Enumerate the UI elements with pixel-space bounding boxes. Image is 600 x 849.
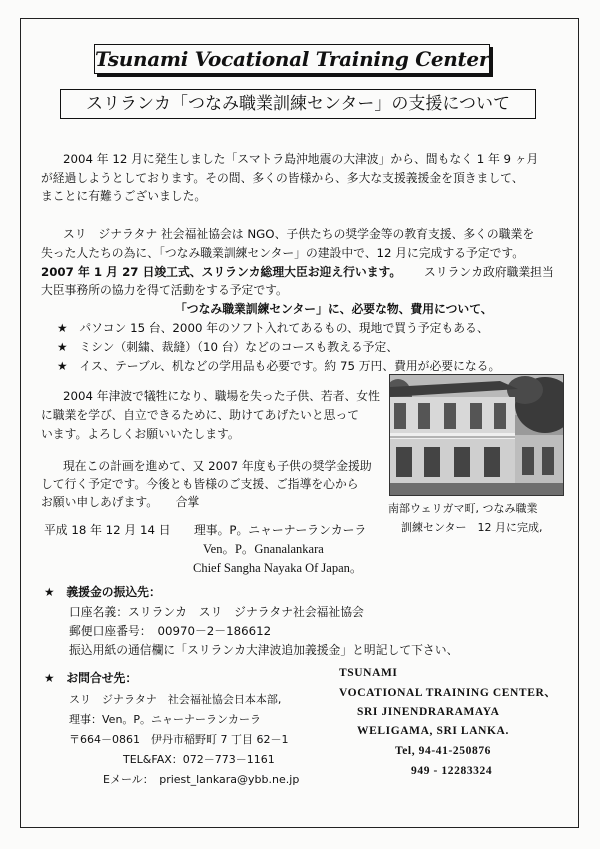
building-image — [390, 375, 564, 496]
contact-email: Eメール： priest_lankara@ybb.ne.jp — [103, 773, 300, 786]
paragraph1-line3: まことに有難うございました。 — [41, 189, 207, 203]
paragraph1-line2: が経過しようとしております。その間、多くの皆様から、多大な支援義援金を頂きまして、 — [41, 171, 524, 185]
contact-org: スリ ジナラタナ 社会福祉協会日本本部, — [69, 693, 282, 706]
contact-heading: ★ お問合せ先： — [44, 671, 138, 685]
donation-account-name: 口座名義：スリランカ スリ ジナラタナ社会福祉協会 — [69, 605, 364, 619]
donation-account-number: 郵便口座番号： 00970－2－186612 — [69, 624, 272, 638]
signature-title-en: Chief Sangha Nayaka Of Japan。 — [193, 561, 363, 575]
signature-name-ja: 理事。P。ニャーナーランカーラ — [194, 523, 367, 537]
needs-item-3: ★ イス、テーブル、机などの学用品も必要です。約 75 万円、費用が必要になる。 — [57, 359, 501, 373]
srilanka-address-line4: WELIGAMA, SRI LANKA. — [357, 725, 509, 737]
needs-item-2: ★ ミシン（刺繍、裁縫）（10 台）などのコースも教える予定、 — [57, 340, 399, 354]
donation-heading: ★ 義援金の振込先： — [44, 585, 161, 599]
training-center-photo — [389, 374, 564, 496]
paragraph2-line1: スリ ジナラタナ 社会福祉協会は NGO、子供たちの奨学金等の教育支援、多くの職業を — [63, 227, 535, 241]
paragraph4-line3: お願い申しあげます。 合掌 — [41, 495, 200, 509]
paragraph4-line1: 現在この計画を進めて、又 2007 年度も子供の奨学金援助 — [63, 459, 372, 473]
srilanka-tel: Tel, 94-41-250876 — [395, 745, 492, 757]
contact-director: 理事：Ven。P。ニャーナーランカーラ — [69, 713, 262, 726]
paragraph3-line2: に職業を学び、自立できるために、助けてあげたいと思って — [41, 408, 360, 422]
signature-name-en: Ven。P。Gnanalankara — [203, 542, 324, 556]
paragraph3-line1: 2004 年津波で犠牲になり、職場を失った子供、若者、女性 — [63, 389, 380, 403]
paragraph3-line3: います。よろしくお願いいたします。 — [41, 427, 240, 441]
paragraph2-line3-bold: 2007 年 1 月 27 日竣工式、スリランカ総理大臣お迎え行います。 — [41, 265, 402, 279]
contact-tel-fax: TEL&FAX：072－773－1161 — [123, 753, 275, 766]
document-title: Tsunami Vocational Training Center — [94, 44, 490, 74]
paragraph2-line3-cont: スリランカ政府職業担当 — [424, 265, 554, 279]
photo-caption-line1: 南部ウェリガマ町, つなみ職業 — [388, 502, 538, 515]
srilanka-address-line1: TSUNAMI — [339, 667, 398, 679]
needs-item-1: ★ パソコン 15 台、2000 年のソフト入れてあるもの、現地で買う予定もある、 — [57, 321, 489, 335]
paragraph4-line2: して行く予定です。今後とも皆様のご支援、ご指導を心から — [41, 477, 359, 491]
document-subtitle: スリランカ「つなみ職業訓練センター」の支援について — [60, 89, 536, 119]
paragraph2-line2: 失った人たちの為に、「つなみ職業訓練センター」の建設中で、12 月に完成する予定です。 — [41, 246, 525, 260]
srilanka-address-line3: SRI JINENDRARAMAYA — [357, 706, 500, 718]
needs-heading: 「つなみ職業訓練センター」に、必要な物、費用について、 — [175, 302, 493, 316]
paragraph1-line1: 2004 年 12 月に発生しました「スマトラ島沖地震の大津波」から、間もなく 1 年 9 ヶ月 — [63, 152, 539, 166]
photo-caption-line2: 訓練センター 12 月に完成, — [401, 521, 543, 534]
paragraph2-line4: 大臣事務所の協力を得て活動をする予定です。 — [41, 283, 288, 297]
contact-address: 〒664－0861 伊丹市稲野町 7 丁目 62－1 — [69, 733, 289, 746]
srilanka-address-line2: VOCATIONAL TRAINING CENTER、 — [339, 687, 557, 699]
srilanka-phone2: 949 - 12283324 — [411, 765, 493, 777]
signature-date: 平成 18 年 12 月 14 日 — [44, 523, 171, 537]
donation-note: 振込用紙の通信欄に「スリランカ大津波追加義援金」と明記して下さい、 — [69, 643, 459, 657]
